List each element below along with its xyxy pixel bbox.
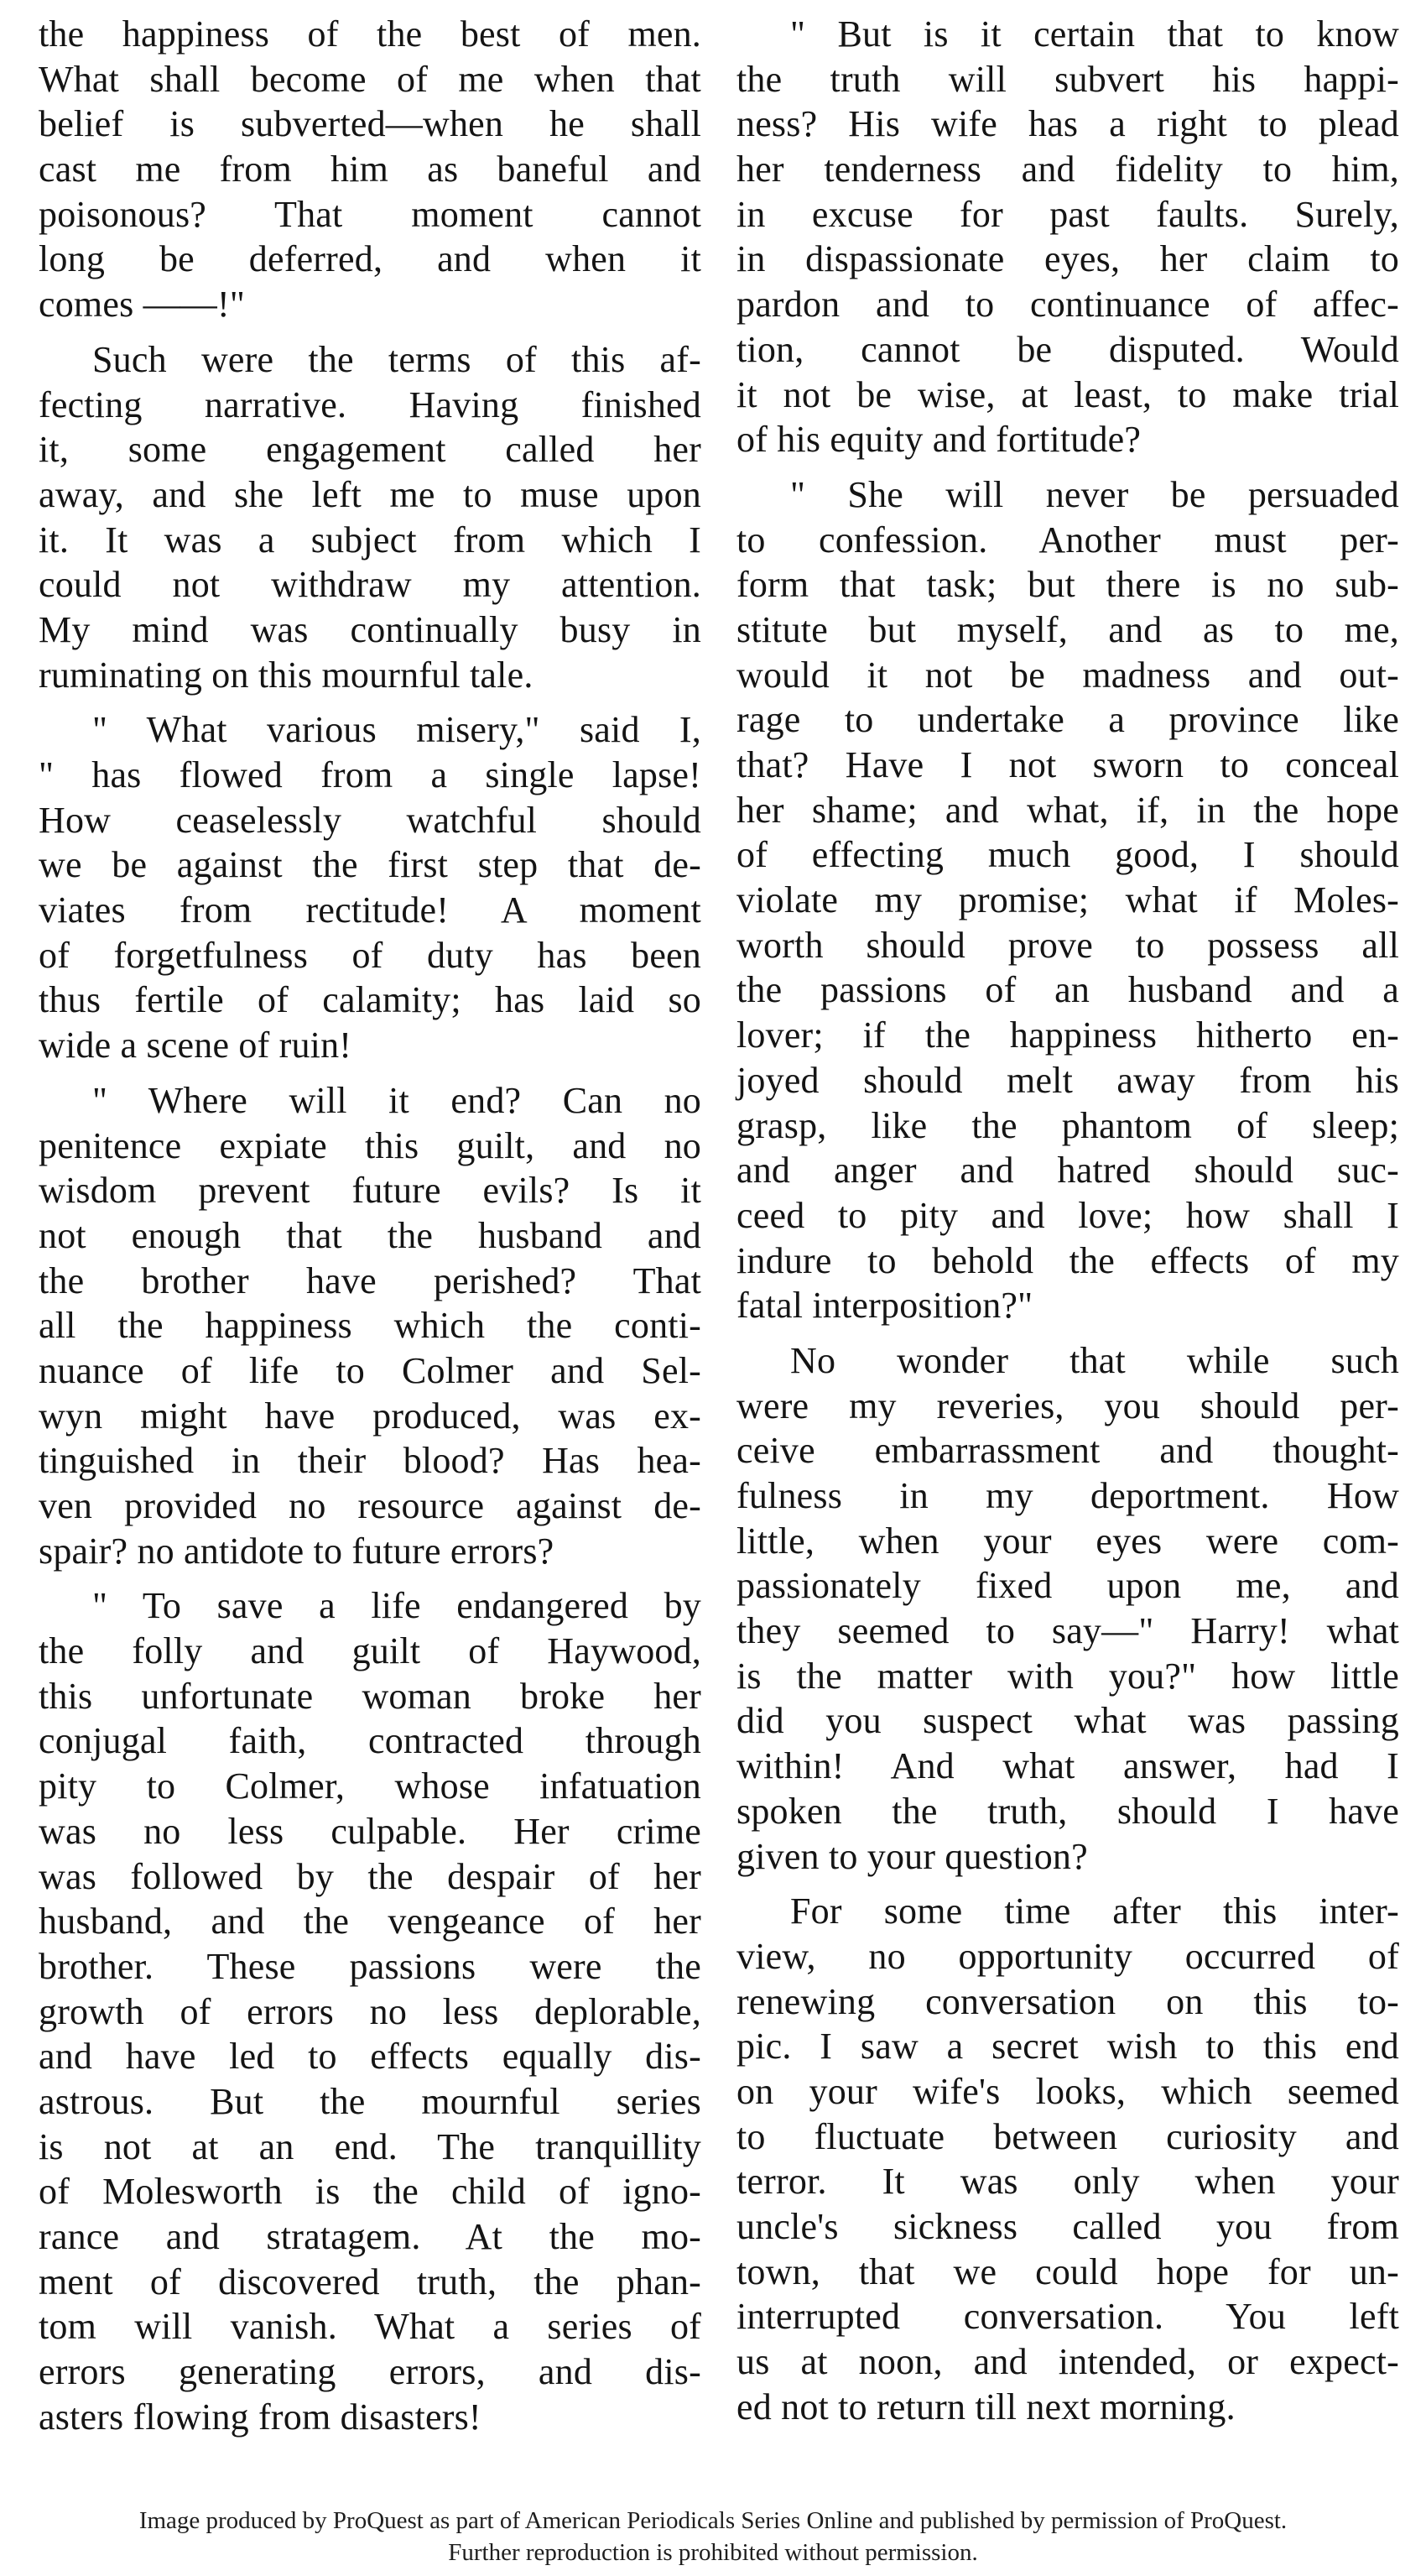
text-line: ruminating on this mournful tale. <box>39 654 533 696</box>
paragraph <box>39 337 701 698</box>
text-line: we be against the first step that de- <box>39 844 701 886</box>
text-line: husband, and the vengeance of her <box>39 1901 701 1942</box>
text-line: ment of discovered truth, the phan- <box>39 2261 701 2302</box>
text-line: rage to undertake a province like <box>736 699 1399 741</box>
text-line: belief is subverted—when he shall <box>39 103 701 145</box>
text-line: comes ——!" <box>39 284 246 326</box>
text-line: it. It was a subject from which I <box>39 519 701 561</box>
text-line: " But is it certain that to know <box>790 13 1399 55</box>
text-line: was no less culpable. Her crime <box>39 1810 701 1852</box>
text-line: all the happiness which the conti- <box>39 1305 701 1347</box>
text-line: " She will never be persuaded <box>790 473 1399 515</box>
text-line: joyed should melt away from his <box>736 1059 1399 1101</box>
copyright-line-2: Further reproduction is prohibited without permission. <box>448 2539 978 2566</box>
text-line: fecting narrative. Having finished <box>39 383 701 425</box>
text-line: No wonder that while such <box>790 1339 1399 1381</box>
text-line: renewing conversation on this to- <box>736 1980 1399 2022</box>
text-line: of Molesworth is the child of igno- <box>39 2171 701 2213</box>
text-line: Such were the terms of this af- <box>92 338 701 380</box>
text-line: rance and stratagem. At the mo- <box>39 2216 701 2257</box>
text-line: pity to Colmer, whose infatuation <box>39 1765 701 1807</box>
text-line: view, no opportunity occurred of <box>736 1935 1399 1977</box>
text-line: in excuse for past faults. Surely, <box>736 193 1399 235</box>
left-text-column <box>39 12 701 2439</box>
text-line: her tenderness and fidelity to him, <box>736 149 1399 190</box>
paragraph-gap <box>736 462 1399 472</box>
text-line: the happiness of the best of men. <box>39 13 701 55</box>
paragraph-gap <box>39 697 701 707</box>
text-line: it, some engagement called her <box>39 429 701 471</box>
text-line: nuance of life to Colmer and Sel- <box>39 1349 701 1391</box>
text-line: fatal interposition?" <box>736 1285 1033 1327</box>
text-line: in dispassionate eyes, her claim to <box>736 238 1399 280</box>
text-line: tion, cannot be disputed. Would <box>736 328 1399 370</box>
text-line: and anger and hatred should suc- <box>736 1150 1399 1192</box>
text-line: For some time after this inter- <box>790 1890 1399 1932</box>
text-line: it not be wise, at least, to make trial <box>736 373 1399 415</box>
text-line: the passions of an husband and a <box>736 969 1399 1011</box>
paragraph <box>736 1338 1399 1879</box>
text-line: form that task; but there is no sub- <box>736 564 1399 606</box>
text-line: to confession. Another must per- <box>736 519 1399 561</box>
text-line: asters flowing from disasters! <box>39 2396 481 2438</box>
text-line: the folly and guilt of Haywood, <box>39 1630 701 1672</box>
text-line: is not at an end. The tranquillity <box>39 2125 701 2167</box>
text-line: her shame; and what, if, in the hope <box>736 789 1399 831</box>
text-line: given to your question? <box>736 1835 1088 1877</box>
text-line: My mind was continually busy in <box>39 608 701 650</box>
text-line: away, and she left me to muse upon <box>39 473 701 515</box>
text-line: on your wife's looks, which seemed <box>736 2070 1399 2112</box>
text-line: tinguished in their blood? Has hea- <box>39 1440 701 1482</box>
text-line: little, when your eyes were com- <box>736 1520 1399 1562</box>
text-line: spair? no antidote to future errors? <box>39 1530 554 1572</box>
text-line: of effecting much good, I should <box>736 834 1399 876</box>
text-line: they seemed to say—" Harry! what <box>736 1610 1399 1652</box>
right-text-column <box>736 12 1399 2429</box>
paragraph <box>736 12 1399 462</box>
text-line: did you suspect what was passing <box>736 1700 1399 1742</box>
text-line: uncle's sickness called you from <box>736 2206 1399 2247</box>
paragraph-gap <box>736 1879 1399 1889</box>
text-line: to fluctuate between curiosity and <box>736 2115 1399 2157</box>
text-line: and have led to effects equally dis- <box>39 2036 701 2078</box>
paragraph <box>736 472 1399 1328</box>
paragraph-gap <box>39 327 701 337</box>
text-line: wyn might have produced, was ex- <box>39 1395 701 1437</box>
text-line: brother. These passions were the <box>39 1945 701 1987</box>
text-line: worth should prove to possess all <box>736 924 1399 966</box>
text-line: passionately fixed upon me, and <box>736 1565 1399 1607</box>
text-line: of his equity and fortitude? <box>736 419 1142 461</box>
text-line: wide a scene of ruin! <box>39 1025 352 1066</box>
paragraph <box>39 1583 701 2439</box>
text-line: pic. I saw a secret wish to this end <box>736 2026 1399 2068</box>
text-line: the truth will subvert his happi- <box>736 58 1399 100</box>
copyright-notice <box>0 2505 1426 2568</box>
text-line: spoken the truth, should I have <box>736 1790 1399 1832</box>
text-line: not enough that the husband and <box>39 1214 701 1256</box>
text-line: was followed by the despair of her <box>39 1855 701 1897</box>
text-line: long be deferred, and when it <box>39 238 701 280</box>
text-line: What shall become of me when that <box>39 58 701 100</box>
text-line: ceive embarrassment and thought- <box>736 1430 1399 1472</box>
text-line: How ceaselessly watchful should <box>39 799 701 841</box>
copyright-line-1: Image produced by ProQuest as part of American Periodicals Series Online and published by permission of ProQuest. <box>138 2507 1288 2534</box>
text-line: tom will vanish. What a series of <box>39 2306 701 2348</box>
text-line: interrupted conversation. You left <box>736 2296 1399 2338</box>
text-line: penitence expiate this guilt, and no <box>39 1124 701 1166</box>
paragraph <box>39 1078 701 1574</box>
text-line: astrous. But the mournful series <box>39 2080 701 2122</box>
text-line: lover; if the happiness hitherto en- <box>736 1014 1399 1056</box>
text-line: terror. It was only when your <box>736 2161 1399 2203</box>
text-line: of forgetfulness of duty has been <box>39 934 701 976</box>
text-line: fulness in my deportment. How <box>736 1475 1399 1516</box>
paragraph <box>39 707 701 1068</box>
text-line: grasp, like the phantom of sleep; <box>736 1104 1399 1146</box>
text-line: this unfortunate woman broke her <box>39 1675 701 1717</box>
text-line: indure to behold the effects of my <box>736 1239 1399 1281</box>
text-line: stitute but myself, and as to me, <box>736 608 1399 650</box>
text-line: ness? His wife has a right to plead <box>736 103 1399 145</box>
text-line: " Where will it end? Can no <box>92 1079 701 1121</box>
text-line: wisdom prevent future evils? Is it <box>39 1170 701 1212</box>
text-line: violate my promise; what if Moles- <box>736 879 1399 921</box>
paragraph <box>736 1889 1399 2429</box>
text-line: conjugal faith, contracted through <box>39 1720 701 1762</box>
text-line: is the matter with you?" how little <box>736 1655 1399 1697</box>
paragraph <box>39 12 701 327</box>
text-line: cast me from him as baneful and <box>39 149 701 190</box>
text-line: pardon and to continuance of affec- <box>736 284 1399 326</box>
text-line: growth of errors no less deplorable, <box>39 1990 701 2032</box>
text-line: us at noon, and intended, or expect- <box>736 2341 1399 2383</box>
text-line: the brother have perished? That <box>39 1259 701 1301</box>
text-line: " What various misery," said I, <box>92 709 701 751</box>
paragraph-gap <box>736 1328 1399 1338</box>
text-line: " has flowed from a single lapse! <box>39 754 701 795</box>
text-line: " To save a life endangered by <box>92 1585 701 1627</box>
text-line: would it not be madness and out- <box>736 654 1399 696</box>
text-line: town, that we could hope for un- <box>736 2250 1399 2292</box>
text-line: poisonous? That moment cannot <box>39 193 701 235</box>
text-line: ven provided no resource against de- <box>39 1485 701 1526</box>
text-line: ceed to pity and love; how shall I <box>736 1194 1399 1236</box>
paragraph-gap <box>39 1068 701 1078</box>
text-line: viates from rectitude! A moment <box>39 889 701 931</box>
text-line: that? Have I not sworn to conceal <box>736 744 1399 785</box>
text-line: were my reveries, you should per- <box>736 1384 1399 1426</box>
text-line: within! And what answer, had I <box>736 1745 1399 1787</box>
text-line: errors generating errors, and dis- <box>39 2351 701 2393</box>
text-line: thus fertile of calamity; has laid so <box>39 979 701 1021</box>
paragraph-gap <box>39 1573 701 1583</box>
text-line: could not withdraw my attention. <box>39 564 701 606</box>
text-line: ed not to return till next morning. <box>736 2386 1236 2427</box>
